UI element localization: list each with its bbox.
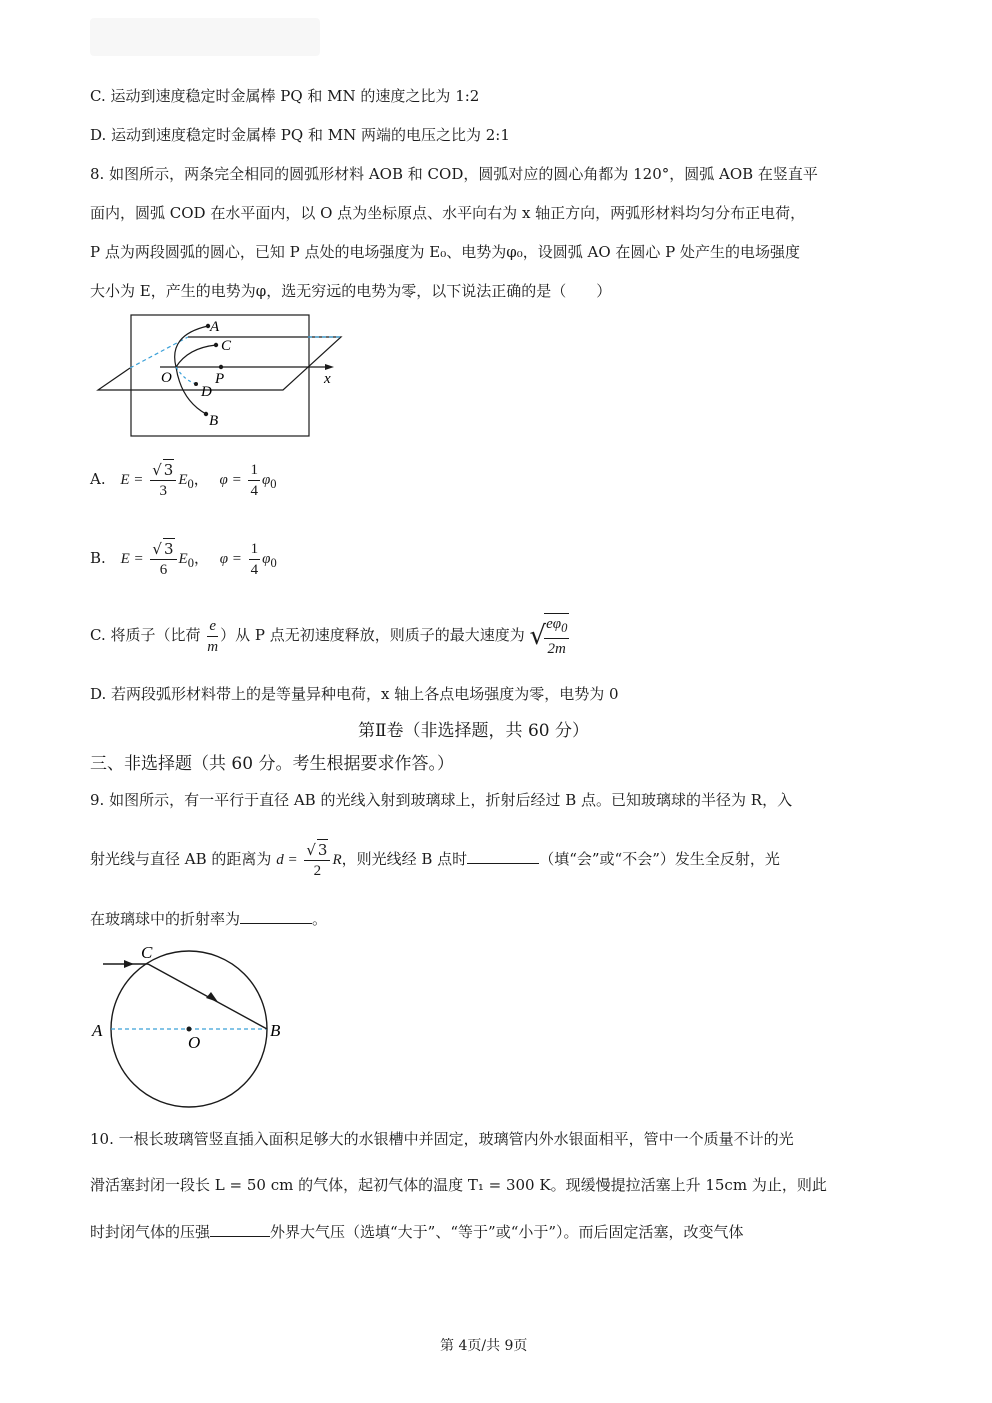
- label-d: D: [201, 384, 212, 400]
- q8-option-b: B. E = $\frac{√ 3}{6}$ $E_0$， φ = $\frac{1}{4}$ $\varphi_0$: [90, 540, 277, 578]
- q8-line1: 8. 如图所示，两条完全相同的圆弧形材料 AOB 和 COD，圆弧对应的圆心角都为 120°，圆弧 AOB 在竖直平: [90, 165, 818, 183]
- label-x: x: [324, 371, 331, 387]
- arc-cod: [176, 345, 216, 367]
- q10-line2: 滑活塞封闭一段长 L = 50 cm 的气体，起初气体的温度 T₁ = 300 K。现缓慢提拉活塞上升 15cm 为止，则此: [90, 1176, 827, 1194]
- label-a: A: [210, 319, 220, 335]
- q9-line1: 9. 如图所示，有一平行于直径 AB 的光线入射到玻璃球上，折射后经过 B 点。已知玻璃球的半径为 R，入: [90, 791, 793, 809]
- q8-option-c: C. 将质子（比荷 $\frac{e}{m}$ ）从 P 点无初速度释放，则质子的最大速度为 √ $\frac{e\varphi_0}{2m}$: [90, 612, 571, 659]
- option-d-prev: D. 运动到速度稳定时金属棒 PQ 和 MN 两端的电压之比为 2:1: [90, 126, 510, 144]
- section3-title: 三、非选择题（共 60 分。考生根据要求作答。）: [90, 754, 454, 774]
- q8-figure: [88, 310, 348, 442]
- q8-line3: P 点为两段圆弧的圆心，已知 P 点处的电场强度为 E₀、电势为φ₀，设圆弧 AO 在圆心 P 处产生的电场强度: [90, 243, 801, 261]
- q8-option-d: D. 若两段弧形材料带上的是等量异种电荷，x 轴上各点电场强度为零，电势为 0: [90, 685, 619, 703]
- label-o: O: [188, 1033, 201, 1052]
- option-c-prev: C. 运动到速度稳定时金属棒 PQ 和 MN 的速度之比为 1:2: [90, 87, 480, 105]
- label-a: A: [92, 1021, 103, 1040]
- q9-blank-2[interactable]: [240, 907, 312, 924]
- q10-line1: 10. 一根长玻璃管竖直插入面积足够大的水银槽中并固定，玻璃管内外水银面相平，管中一个质量不计的光: [90, 1130, 794, 1148]
- label-b: B: [270, 1021, 281, 1040]
- q8-line4: 大小为 E，产生的电势为φ，选无穷远的电势为零，以下说法正确的是（ ）: [90, 282, 612, 300]
- arc-aob: [175, 326, 208, 414]
- q9-blank-1[interactable]: [467, 847, 539, 864]
- page-footer: 第 4页/共 9页: [440, 1338, 528, 1354]
- label-c: C: [141, 943, 153, 962]
- q8-option-a: A. E = $\frac{√ 3}{3}$ $E_0$， φ = $\frac{1}{4}$ $\varphi_0$: [90, 461, 277, 499]
- header-placeholder: [90, 18, 320, 56]
- section2-title: 第Ⅱ卷（非选择题，共 60 分）: [358, 721, 589, 741]
- q9-figure: [88, 940, 298, 1115]
- q8-line2: 面内，圆弧 COD 在水平面内，以 O 点为坐标原点、水平向右为 x 轴正方向，两弧形材料均匀分布正电荷，: [90, 204, 806, 222]
- label-b: B: [209, 413, 219, 429]
- label-p: P: [215, 371, 225, 387]
- label-c: C: [221, 338, 232, 354]
- label-o: O: [161, 370, 172, 386]
- q10-blank-1[interactable]: [210, 1220, 270, 1237]
- q9-line3: 在玻璃球中的折射率为 。: [90, 907, 327, 929]
- q10-line3: 时封闭气体的压强 外界大气压（选填“大于”、“等于”或“小于”）。而后固定活塞，改变气体: [90, 1220, 744, 1242]
- q9-line2: 射光线与直径 AB 的距离为 d = $\frac{√ 3}{2}$ R，则光线经 B 点时 （填“会”或“不会”）发生全反射，光: [90, 841, 780, 879]
